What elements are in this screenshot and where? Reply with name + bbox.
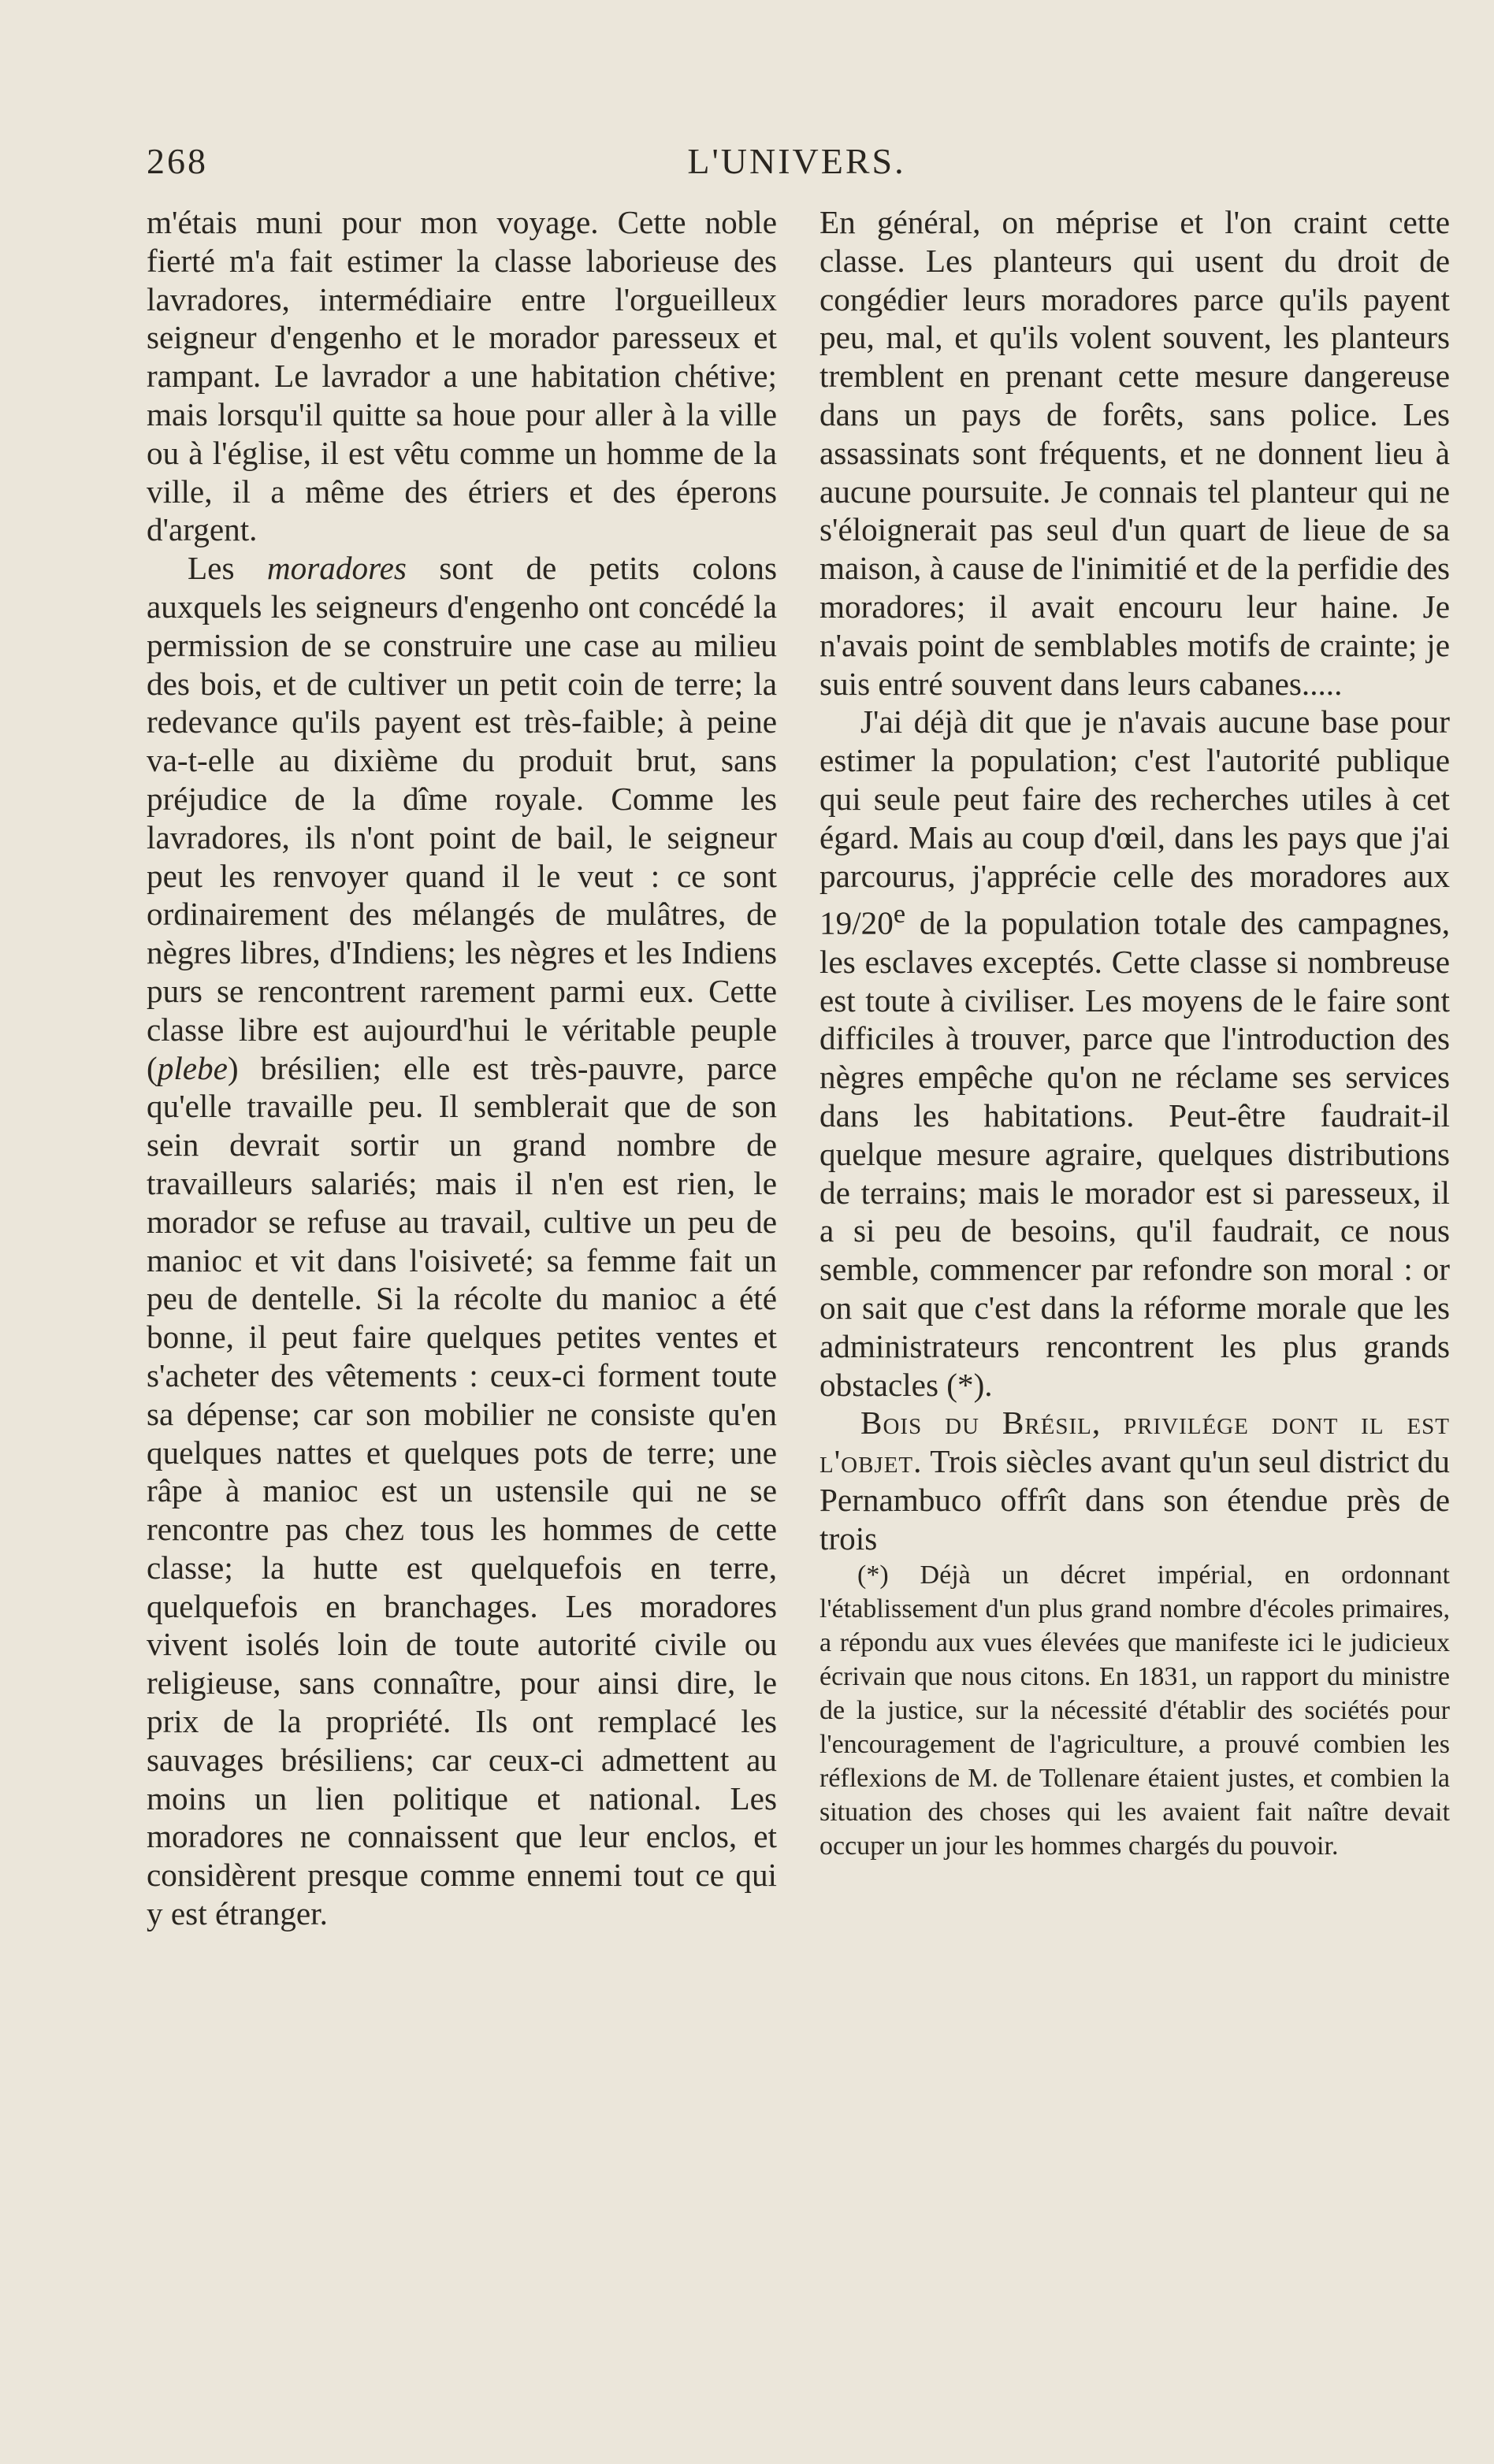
bois-text: Trois siècles avant qu'un seul district du Pernambuco offrît dans son étendue près de trois	[819, 1443, 1450, 1557]
right-paragraph-bois-du-bresil	[819, 1404, 1450, 1557]
left-column	[147, 203, 777, 1933]
population-text-a: J'ai déjà dit que je n'avais aucune base pour estimer la population; c'est l'autorité publique qui seule peut faire des recherches utiles à cet égard. Mais au coup d'œil, dans les pays que j'ai parcourus, j'apprécie celle des moradores aux 19/20	[819, 703, 1450, 942]
left-paragraph-lavradores: m'étais muni pour mon voyage. Cette noble fierté m'a fait estimer la classe laborieuse des lavradores, intermédiaire entre l'orgueilleux seigneur d'engenho et le morador paresseux et rampant. Le lavrador a une habitation chétive; mais lorsqu'il quitte sa houe pour aller à la ville ou à l'église, il est vêtu comme un homme de la ville, il a même des étriers et des éperons d'argent.	[147, 204, 777, 548]
section-heading: Bois du Brésil, privilége dont il est l'objet.	[819, 1405, 1450, 1480]
right-column	[819, 203, 1450, 1863]
population-text-b: de la population totale des campagnes, les esclaves exceptés. Cette classe si nombreuse est toute à civiliser. Les moyens de le faire sont difficiles à trouver, parce que l'introduction des nègres empêche qu'on ne réclame ses services dans les habitations. Peut-être faudrait-il quelque mesure agraire, quelques distributions de terrains; mais le morador est si paresseux, il a si peu de besoins, qu'il faudrait, ce nous semble, commencer par refondre son moral : or on sait que c'est dans la réforme morale que les administrateurs rencontrent les plus grands obstacles (*).	[819, 905, 1450, 1403]
right-paragraph-planteurs: En général, on méprise et l'on craint cette classe. Les planteurs qui usent du droit de congédier leurs moradores parce qu'ils payent peu, mal, et qu'ils volent souvent, les planteurs tremblent en prenant cette mesure dangereuse dans un pays de forêts, sans police. Les assassinats sont fréquents, et ne donnent lieu à aucune poursuite. Je connais tel planteur qui ne s'éloignerait pas seul d'un quart de lieue de sa maison, à cause de l'inimitié et de la perfidie des moradores; il avait encouru leur haine. Je n'avais point de semblables motifs de crainte; je suis entré souvent dans leurs cabanes.....	[819, 204, 1450, 702]
moradores-text-b: ) brésilien; elle est très-pauvre, parce qu'elle travaille peu. Il semblerait que de son sein devrait sortir un grand nombre de travailleurs salariés; mais il n'en est rien, le morador se refuse au travail, cultive un peu de manioc et vit dans l'oisiveté; sa femme fait un peu de dentelle. Si la récolte du manioc a été bonne, il peut faire quelques petites ventes et s'acheter des vêtements : ceux-ci forment toute sa dépense; car son mobilier ne consiste qu'en quelques nattes et quelques pots de terre; une râpe à manioc est un ustensile qui ne se rencontre pas chez tous les hommes de cette classe; la hutte est quelquefois en terre, quelquefois en branchages. Les moradores vivent isolés loin de toute autorité civile ou religieuse, sans connaître, pour ainsi dire, le prix de la propriété. Ils ont remplacé les sauvages brésiliens; car ceux-ci admettent au moins un lien politique et national. Les moradores ne connaissent que leur enclos, et considèrent presque comme ennemi tout ce qui y est étranger.	[147, 1049, 777, 1932]
moradores-text-a: sont de petits colons auxquels les seigneurs d'engenho ont concédé la permission de se construire une case au milieu des bois, et de cultiver un petit coin de terre; la redevance qu'ils payent est très-faible; à peine va-t-elle au dixième du produit brut, sans préjudice de la dîme royale. Comme les lavradores, ils n'ont point de bail, le seigneur peut les renvoyer quand il le veut : ce sont ordinairement des mélangés de mulâtres, de nègres libres, d'Indiens; les nègres et les Indiens purs se rencontrent rarement parmi eux. Cette classe libre est aujourd'hui le véritable peuple (	[147, 550, 777, 1086]
moradores-term: moradores	[266, 550, 407, 587]
left-paragraph-moradores	[147, 549, 777, 1933]
footnote: (*) Déjà un décret impérial, en ordonnant l'établissement d'un plus grand nombre d'écoles primaires, a répondu aux vues élevées que manifeste ici le judicieux écrivain que nous citons. En 1831, un rapport du ministre de la justice, sur la nécessité d'établir des sociétés pour l'encouragement de l'agriculture, a prouvé combien les réflexions de M. de Tollenare étaient justes, et combien la situation des choses qui les avaient fait naître devait occuper un jour les hommes chargés du pouvoir.	[819, 1560, 1450, 1861]
running-title: L'UNIVERS.	[687, 141, 906, 181]
plebe-term: plebe	[157, 1049, 228, 1086]
page-number: 268	[147, 141, 208, 181]
moradores-lead: Les	[188, 550, 235, 587]
right-paragraph-population	[819, 703, 1450, 1404]
ordinal-superscript: e	[893, 899, 906, 930]
page-header	[147, 140, 1447, 187]
